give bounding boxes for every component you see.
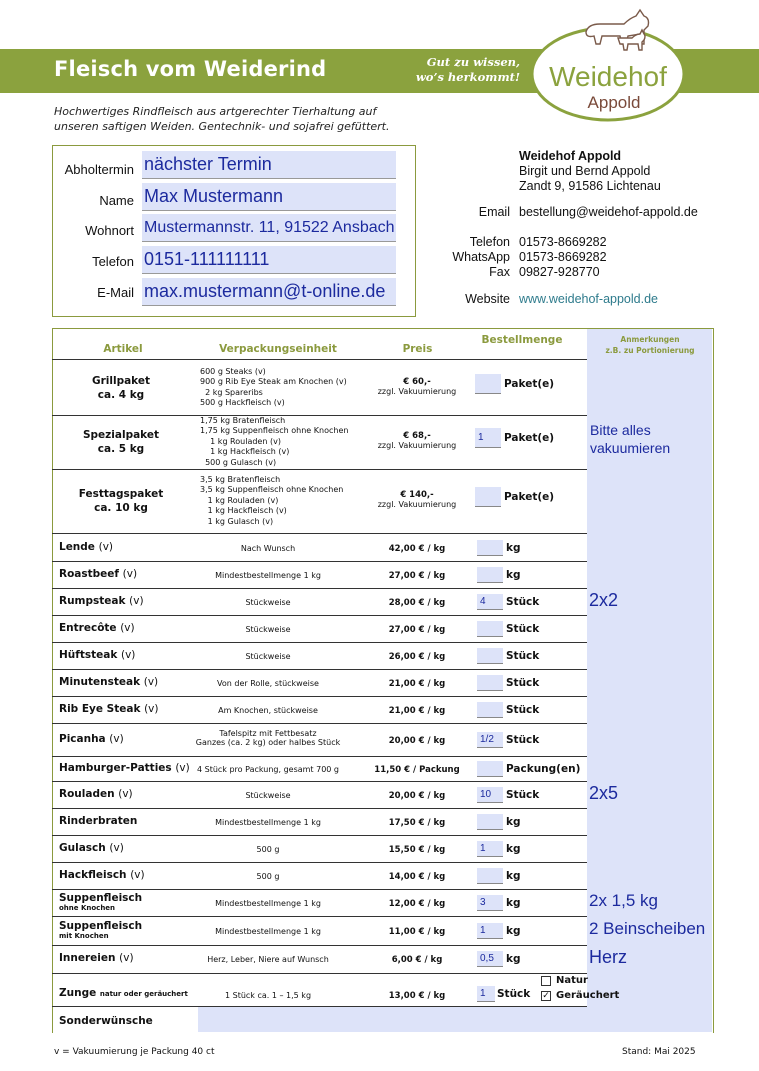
item-unit-label: Stück bbox=[506, 703, 540, 716]
item-name-text: Innereien bbox=[59, 952, 116, 964]
col-header-artikel: Artikel bbox=[103, 343, 143, 355]
item-vacuum-mark: (v) bbox=[175, 761, 190, 774]
sonderwuensche-label: Sonderwünsche bbox=[59, 1015, 153, 1027]
item-unit-label: kg bbox=[506, 541, 521, 554]
item-qty-input[interactable]: 4 bbox=[477, 594, 503, 610]
email-label: E-Mail bbox=[97, 285, 134, 300]
item-price: 28,00 € / kg bbox=[388, 597, 446, 608]
item-unit-label: Stück bbox=[497, 988, 531, 1000]
item-name bbox=[59, 815, 137, 827]
item-name-text: Entrecôte bbox=[59, 621, 117, 634]
item-name-text: Hamburger-Patties bbox=[59, 761, 172, 774]
row-divider bbox=[52, 615, 587, 616]
row-divider bbox=[52, 916, 587, 917]
item-packaging bbox=[178, 729, 358, 747]
item-name bbox=[59, 788, 133, 800]
slogan bbox=[400, 55, 520, 85]
item-note[interactable]: 2x5 bbox=[589, 782, 619, 803]
abholtermin-field[interactable]: nächster Termin bbox=[142, 151, 396, 179]
item-name-text: Hüftsteak bbox=[59, 648, 118, 661]
package-qty-input[interactable] bbox=[475, 374, 501, 394]
company-fax-label: Fax bbox=[489, 265, 510, 279]
row-divider bbox=[52, 756, 587, 757]
col-header-anmerkungen-sub: z.B. zu Portionierung bbox=[605, 346, 695, 355]
col-header-anmerkungen: Anmerkungen bbox=[620, 335, 680, 344]
item-name-text: Rouladen bbox=[59, 787, 115, 800]
package-price-sub: zzgl. Vakuumierung bbox=[377, 386, 457, 396]
item-packaging: Mindestbestellmenge 1 kg bbox=[215, 570, 321, 580]
item-name-text: Hackfleisch bbox=[59, 868, 127, 881]
item-price: 12,00 € / kg bbox=[388, 898, 446, 909]
item-price: 11,00 € / kg bbox=[388, 926, 446, 937]
package-content-line: 3,5 kg Suppenfleisch ohne Knochen bbox=[200, 485, 344, 495]
package-content-line: 1 kg Rouladen (v) bbox=[200, 495, 279, 505]
item-price: 20,00 € / kg bbox=[388, 735, 446, 746]
item-packaging: Mindestbestellmenge 1 kg bbox=[215, 817, 321, 827]
row-divider bbox=[52, 862, 587, 863]
item-packaging: Mindestbestellmenge 1 kg bbox=[215, 898, 321, 908]
row-divider bbox=[52, 588, 587, 589]
package-qty-input[interactable] bbox=[475, 487, 501, 507]
item-name-text: Minutensteak bbox=[59, 675, 141, 688]
item-price: 27,00 € / kg bbox=[388, 570, 446, 581]
company-whatsapp-label: WhatsApp bbox=[452, 250, 510, 264]
item-packaging: Stückweise bbox=[245, 597, 291, 607]
package-name-line2: ca. 10 kg bbox=[94, 502, 148, 514]
item-qty-input[interactable]: 1 bbox=[477, 923, 503, 939]
item-name-text: Rinderbraten bbox=[59, 814, 138, 827]
company-website-label: Website bbox=[465, 292, 510, 306]
item-name bbox=[59, 987, 188, 999]
item-unit-label: Stück bbox=[506, 595, 540, 608]
package-contents bbox=[200, 475, 343, 528]
item-vacuum-mark: (v) bbox=[120, 648, 136, 661]
item-qty-input[interactable]: 1 bbox=[477, 841, 503, 857]
sonderwuensche-field[interactable] bbox=[198, 1007, 712, 1032]
geraeuchert-checkbox[interactable]: ✓ bbox=[542, 991, 550, 1001]
item-qty-input[interactable] bbox=[477, 761, 503, 777]
item-price: 15,50 € / kg bbox=[388, 844, 446, 855]
row-divider bbox=[52, 669, 587, 670]
item-price: 14,00 € / kg bbox=[388, 871, 446, 882]
row-divider bbox=[52, 561, 587, 562]
item-unit-label: kg bbox=[506, 953, 521, 965]
package-price-value: € 68,- bbox=[403, 431, 431, 441]
wohnort-label: Wohnort bbox=[85, 223, 134, 238]
item-packaging: Mindestbestellmenge 1 kg bbox=[215, 926, 321, 936]
company-telefon-label: Telefon bbox=[469, 235, 510, 249]
item-price: 6,00 € / kg bbox=[391, 955, 443, 965]
item-price: 21,00 € / kg bbox=[388, 705, 446, 716]
table-header-divider bbox=[52, 359, 587, 360]
item-qty-input[interactable] bbox=[477, 868, 503, 884]
package-content-line: 3,5 kg Bratenfleisch bbox=[200, 474, 281, 484]
item-name-sub: mit Knochen bbox=[59, 931, 109, 940]
item-vacuum-mark: (v) bbox=[144, 702, 159, 715]
package-content-line: 500 g Hackfleisch (v) bbox=[200, 398, 285, 407]
item-vacuum-mark: (v) bbox=[120, 621, 135, 634]
company-whatsapp: 01573-8669282 bbox=[519, 250, 607, 264]
package-content-line: 2 kg Spareribs bbox=[200, 387, 263, 397]
package-unit-label: Paket(e) bbox=[504, 491, 555, 503]
package-price bbox=[362, 431, 472, 450]
row-divider bbox=[52, 642, 587, 643]
package-price-value: € 60,- bbox=[403, 376, 431, 387]
item-packaging: Am Knochen, stückweise bbox=[218, 705, 318, 715]
item-name-text: Zunge bbox=[59, 987, 97, 999]
item-unit-label: Stück bbox=[506, 649, 540, 662]
row-divider bbox=[52, 723, 587, 724]
item-packaging: 4 Stück pro Packung, gesamt 700 g bbox=[196, 764, 339, 774]
company-website-link[interactable]: www.weidehof-appold.de bbox=[519, 292, 658, 306]
package-name bbox=[56, 428, 186, 456]
weidehof-logo bbox=[528, 4, 688, 122]
company-name: Weidehof Appold bbox=[519, 149, 622, 163]
item-qty-input[interactable]: 1/2 bbox=[477, 732, 503, 748]
item-name bbox=[59, 842, 124, 854]
item-packaging-line1: Tafelspitz mit Fettbesatz bbox=[219, 728, 317, 738]
item-note[interactable]: Herz bbox=[589, 947, 628, 967]
item-name bbox=[59, 762, 190, 774]
item-note[interactable]: 2x 1,5 kg bbox=[589, 890, 658, 910]
package-price bbox=[362, 490, 472, 509]
item-price: 42,00 € / kg bbox=[388, 543, 446, 554]
row-divider bbox=[52, 808, 587, 809]
item-name-text: Suppenfleisch bbox=[59, 919, 143, 932]
item-name-text: Rumpsteak bbox=[59, 594, 126, 607]
wohnort-field[interactable]: Mustermannstr. 11, 91522 Ansbach bbox=[142, 214, 396, 242]
package-name-line2: ca. 5 kg bbox=[97, 443, 145, 455]
item-qty-input[interactable]: 3 bbox=[477, 895, 503, 911]
item-unit-label: Stück bbox=[506, 788, 540, 801]
row-divider bbox=[52, 696, 587, 697]
package-content-line: 1 kg Gulasch (v) bbox=[200, 516, 274, 526]
item-vacuum-mark: (v) bbox=[122, 567, 138, 580]
item-qty-input[interactable] bbox=[477, 675, 503, 691]
package-price-sub: zzgl. Vakuumierung bbox=[377, 500, 457, 509]
intro-line1: Hochwertiges Rindfleisch aus artgerechter Tierhaltung auf bbox=[54, 105, 377, 118]
item-name bbox=[59, 541, 113, 553]
item-unit-label: Packung(en) bbox=[506, 762, 581, 775]
company-email-label: Email bbox=[478, 205, 510, 219]
package-contents bbox=[200, 416, 348, 469]
telefon-label: Telefon bbox=[92, 254, 134, 269]
col-header-bestellmenge: Bestellmenge bbox=[481, 334, 563, 346]
row-divider bbox=[52, 469, 587, 470]
package-name-line1: Spezialpaket bbox=[82, 429, 160, 441]
natur-label: Natur bbox=[556, 975, 588, 986]
package-content-line: 900 g Rib Eye Steak am Knochen (v) bbox=[200, 377, 347, 386]
cow-logo-icon bbox=[528, 4, 688, 122]
package-content-line: 1 kg Hackfleisch (v) bbox=[200, 447, 290, 457]
item-vacuum-mark: (v) bbox=[118, 787, 133, 800]
package-contents bbox=[200, 367, 347, 409]
email-field[interactable]: max.mustermann@t-online.de bbox=[142, 278, 396, 306]
item-vacuum-mark: (v) bbox=[143, 675, 159, 688]
package-content-line: 1 kg Rouladen (v) bbox=[200, 436, 281, 446]
footer-stand: Stand: Mai 2025 bbox=[622, 1047, 696, 1057]
company-fax: 09827-928770 bbox=[519, 265, 600, 279]
item-note[interactable]: 2 Beinscheiben bbox=[589, 918, 706, 938]
item-qty-input[interactable] bbox=[477, 702, 503, 718]
item-qty-input[interactable] bbox=[477, 540, 503, 556]
row-divider bbox=[52, 781, 587, 782]
item-name-sub: natur oder geräuchert bbox=[99, 990, 188, 998]
item-price: 11,50 € / Packung bbox=[374, 764, 460, 775]
slogan-line2: wo’s herkommt! bbox=[415, 70, 520, 84]
row-divider bbox=[52, 533, 587, 534]
item-unit-label: kg bbox=[506, 568, 521, 581]
package-note[interactable]: Bitte alles vakuumieren bbox=[590, 422, 671, 456]
package-unit-label: Paket(e) bbox=[504, 377, 555, 390]
row-divider bbox=[52, 945, 587, 946]
company-telefon: 01573-8669282 bbox=[519, 235, 607, 249]
item-packaging: 1 Stück ca. 1 – 1,5 kg bbox=[224, 991, 312, 1000]
logo-appold-text: Appold bbox=[587, 93, 641, 112]
package-content-line: 500 g Gulasch (v) bbox=[200, 457, 277, 467]
item-qty-input[interactable] bbox=[477, 621, 503, 637]
item-note[interactable]: 2x2 bbox=[589, 589, 619, 610]
item-name bbox=[59, 920, 142, 940]
package-price bbox=[362, 377, 472, 396]
item-qty-input[interactable] bbox=[477, 648, 503, 664]
company-owners: Birgit und Bernd Appold bbox=[519, 164, 651, 178]
item-name-text: Rib Eye Steak bbox=[59, 702, 141, 715]
item-price: 26,00 € / kg bbox=[388, 651, 446, 662]
package-name-line2: ca. 4 kg bbox=[97, 388, 145, 401]
item-name bbox=[59, 568, 137, 580]
package-content-line: 1,75 kg Suppenfleisch ohne Knochen bbox=[200, 426, 349, 436]
footer-note: v = Vakuumierung je Packung 40 ct bbox=[54, 1047, 215, 1057]
item-name bbox=[59, 649, 135, 661]
item-vacuum-mark: (v) bbox=[109, 732, 124, 745]
item-packaging: Von der Rolle, stückweise bbox=[217, 678, 319, 688]
page-title: Fleisch vom Weiderind bbox=[54, 57, 327, 81]
name-label: Name bbox=[99, 193, 134, 208]
item-name-text: Suppenfleisch bbox=[59, 891, 143, 904]
item-name-sub: ohne Knochen bbox=[59, 903, 116, 912]
package-content-line: 600 g Steaks (v) bbox=[200, 366, 266, 376]
package-name-line1: Grillpaket bbox=[91, 374, 151, 387]
item-qty-input[interactable]: 10 bbox=[477, 787, 503, 803]
item-name bbox=[59, 676, 158, 688]
item-unit-label: kg bbox=[506, 869, 521, 882]
package-price-sub: zzgl. Vakuumierung bbox=[377, 441, 457, 450]
item-qty-input[interactable]: 0,5 bbox=[477, 951, 503, 967]
item-name-text: Lende bbox=[59, 540, 95, 553]
package-name bbox=[56, 374, 186, 402]
row-divider bbox=[52, 973, 587, 974]
intro-line2: unseren saftigen Weiden. Gentechnik- und sojafrei gefüttert. bbox=[54, 120, 390, 133]
item-unit-label: Stück bbox=[506, 733, 540, 746]
item-vacuum-mark: (v) bbox=[98, 540, 114, 553]
col-header-preis: Preis bbox=[402, 343, 433, 355]
item-packaging: 500 g bbox=[256, 871, 280, 881]
abholtermin-label: Abholtermin bbox=[64, 162, 134, 177]
item-qty-input[interactable] bbox=[477, 567, 503, 583]
slogan-line1: Gut zu wissen, bbox=[426, 55, 520, 69]
item-packaging-line2: Ganzes (ca. 2 kg) oder halbes Stück bbox=[195, 737, 341, 747]
package-price-value: € 140,- bbox=[400, 490, 434, 500]
item-unit-label: kg bbox=[506, 842, 521, 855]
item-packaging: Stückweise bbox=[245, 790, 291, 800]
row-divider bbox=[52, 889, 587, 890]
item-vacuum-mark: (v) bbox=[129, 594, 144, 607]
logo-weidehof-text: Weidehof bbox=[549, 61, 667, 92]
package-name bbox=[56, 487, 186, 515]
item-price: 20,00 € / kg bbox=[388, 790, 446, 801]
name-field[interactable]: Max Mustermann bbox=[142, 183, 396, 211]
item-name bbox=[59, 869, 145, 881]
item-price: 13,00 € / kg bbox=[388, 991, 446, 1001]
item-qty-input[interactable]: 1 bbox=[477, 986, 495, 1002]
natur-checkbox[interactable] bbox=[541, 976, 551, 986]
telefon-field[interactable]: 0151-111111111 bbox=[142, 246, 396, 274]
company-address: Zandt 9, 91586 Lichtenau bbox=[519, 179, 661, 193]
row-divider bbox=[52, 835, 587, 836]
package-unit-label: Paket(e) bbox=[504, 432, 555, 444]
item-unit-label: Stück bbox=[506, 676, 540, 689]
intro-text bbox=[54, 104, 434, 134]
package-qty-input[interactable]: 1 bbox=[475, 428, 501, 448]
item-unit-label: kg bbox=[506, 896, 521, 909]
item-name-text: Roastbeef bbox=[59, 567, 119, 580]
geraeuchert-label: Geräuchert bbox=[556, 990, 620, 1001]
item-name bbox=[59, 595, 144, 607]
package-name-line1: Festtagspaket bbox=[78, 488, 164, 500]
item-packaging: Herz, Leber, Niere auf Wunsch bbox=[207, 955, 329, 964]
item-price: 17,50 € / kg bbox=[388, 817, 446, 828]
item-name bbox=[59, 892, 142, 912]
item-name-text: Gulasch bbox=[59, 841, 106, 854]
item-vacuum-mark: (v) bbox=[109, 841, 124, 854]
item-unit-label: kg bbox=[506, 815, 521, 828]
item-unit-label: Stück bbox=[506, 622, 540, 635]
col-header-verpackung: Verpackungseinheit bbox=[219, 343, 337, 355]
item-packaging: Stückweise bbox=[245, 651, 291, 661]
item-name bbox=[59, 703, 159, 715]
item-qty-input[interactable] bbox=[477, 814, 503, 830]
company-email[interactable]: bestellung@weidehof-appold.de bbox=[519, 205, 698, 219]
item-name-text: Picanha bbox=[59, 732, 106, 745]
item-name bbox=[59, 952, 134, 964]
item-packaging: Stückweise bbox=[245, 624, 291, 634]
package-content-line: 1 kg Hackfleisch (v) bbox=[200, 506, 287, 516]
item-packaging: Nach Wunsch bbox=[240, 543, 296, 553]
item-vacuum-mark: (v) bbox=[130, 868, 145, 881]
item-price: 21,00 € / kg bbox=[388, 678, 446, 689]
item-packaging: 500 g bbox=[256, 844, 280, 854]
item-vacuum-mark: (v) bbox=[119, 952, 134, 964]
item-unit-label: kg bbox=[506, 924, 521, 937]
item-name bbox=[59, 622, 135, 634]
item-price: 27,00 € / kg bbox=[388, 624, 446, 635]
package-content-line: 1,75 kg Bratenfleisch bbox=[200, 415, 286, 425]
item-name bbox=[59, 733, 124, 745]
